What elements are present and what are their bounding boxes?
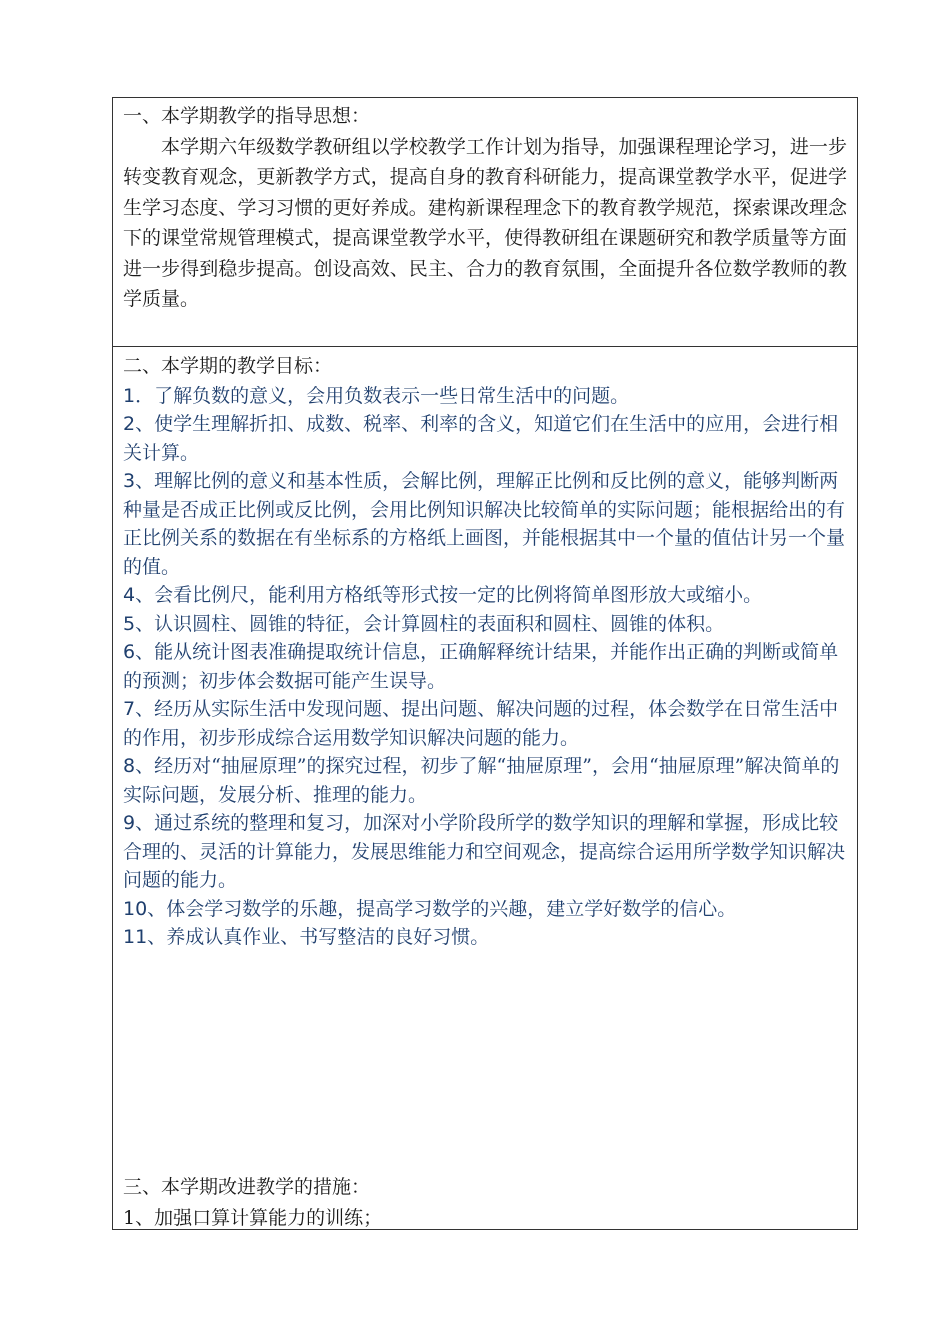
goal-number: 6、 [123, 641, 155, 663]
goal-number: 5、 [123, 612, 155, 635]
goal-number: 10、 [123, 897, 167, 920]
goal-number: 11、 [123, 926, 167, 948]
goal-item [123, 638, 847, 695]
goal-item [123, 467, 847, 581]
goal-text: 经历从实际生活中发现问题、提出问题、解决问题的过程，体会数学在日常生活中的作用，初步形成综合运用数学知识解决问题的能力。 [123, 698, 839, 749]
goal-item [123, 752, 847, 809]
goal-number: 7、 [123, 698, 155, 720]
plan-table [112, 97, 858, 1230]
goal-text: 经历对“抽屉原理”的探究过程，初步了解“抽屉原理”，会用“抽屉原理”解决简单的实际问题，发展分析、推理的能力。 [123, 755, 840, 806]
goal-item [123, 895, 847, 924]
goal-text: 了解负数的意义，会用负数表示一些日常生活中的问题。 [154, 384, 630, 407]
goal-item [123, 695, 847, 752]
goal-number: 2、 [123, 413, 155, 435]
goals-list [123, 382, 847, 952]
ideology-paragraph: 本学期六年级数学教研组以学校教学工作计划为指导，加强课程理论学习，进一步转变教育观念，更新教学方式，提高自身的教育科研能力，提高课堂教学水平，促进学生学习态度、学习习惯的更好养成。建构新课程理念下的教育教学规范，探索课改理念下的课堂常规管理模式，提高课堂教学水平，使得教研组在课题研究和教学质量等方面进一步得到稳步提高。创设高效、民主、合力的教育氛围，全面提升各位数学教师的教学质量。 [123, 135, 847, 310]
section-heading-goals: 二、本学期的教学目标： [123, 355, 333, 377]
goal-text: 使学生理解折扣、成数、税率、利率的含义，知道它们在生活中的应用，会进行相关计算。 [123, 413, 839, 464]
teaching-goals-cell [113, 347, 857, 1169]
goal-item [123, 809, 847, 895]
goal-number: 9、 [123, 812, 155, 834]
measure-item: 1、加强口算计算能力的训练； [123, 1206, 383, 1229]
goal-text: 通过系统的整理和复习，加深对小学阶段所学的数学知识的理解和掌握，形成比较合理的、灵活的计算能力，发展思维能力和空间观念，提高综合运用所学数学知识解决问题的能力。 [123, 812, 846, 891]
goal-text: 理解比例的意义和基本性质，会解比例，理解正比例和反比例的意义，能够判断两种量是否成正比例或反比例，会用比例知识解决比较简单的实际问题；能根据给出的有正比例关系的数据在有坐标系的方格纸上画图，并能根据其中一个量的值估计另一个量的值。 [123, 470, 846, 578]
section-heading-ideology: 一、本学期教学的指导思想： [123, 105, 371, 127]
goal-number: 3、 [123, 470, 155, 492]
goal-text: 体会学习数学的乐趣，提高学习数学的兴趣，建立学好数学的信心。 [166, 897, 737, 920]
goal-text: 能从统计图表准确提取统计信息，正确解释统计结果，并能作出正确的判断或简单的预测；初步体会数据可能产生误导。 [123, 641, 839, 692]
goal-text: 会看比例尺，能利用方格纸等形式按一定的比例将简单图形放大或缩小。 [154, 584, 763, 606]
measures-list [123, 1203, 847, 1234]
goal-text: 认识圆柱、圆锥的特征，会计算圆柱的表面积和圆柱、圆锥的体积。 [154, 612, 725, 635]
goal-item [123, 581, 847, 610]
goal-item [123, 923, 847, 952]
goal-text: 养成认真作业、书写整洁的良好习惯。 [166, 926, 490, 948]
goal-number: 4、 [123, 584, 155, 606]
goal-item [123, 610, 847, 639]
goal-item [123, 410, 847, 467]
goal-number: 1． [123, 384, 155, 407]
guiding-ideology-cell [113, 98, 857, 347]
goal-item [123, 382, 847, 411]
section-heading-measures: 三、本学期改进教学的措施： [123, 1176, 371, 1198]
improvement-measures-cell [113, 1169, 857, 1229]
goal-number: 8、 [123, 755, 155, 777]
